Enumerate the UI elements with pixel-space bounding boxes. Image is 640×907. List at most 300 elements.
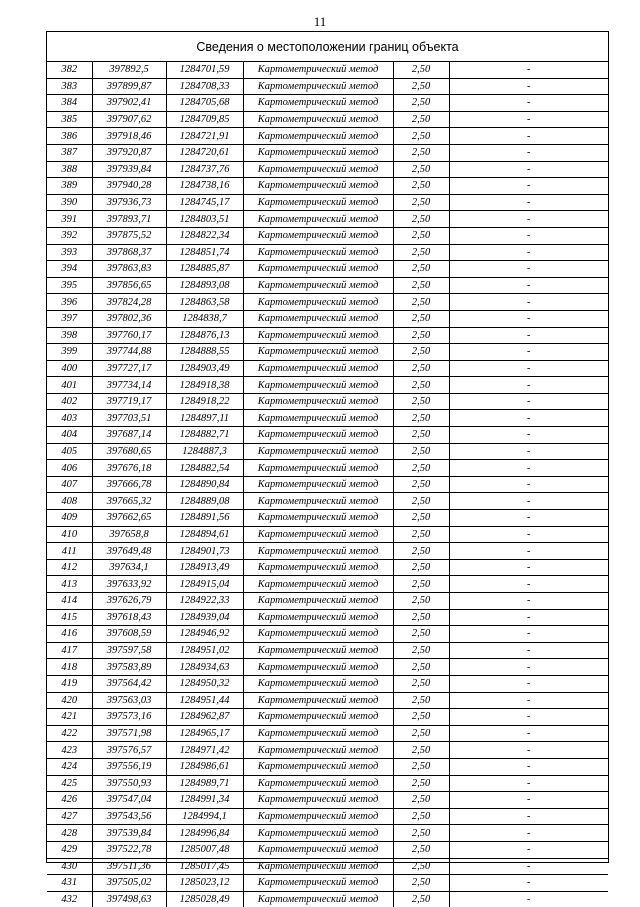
point-number-cell: 410 <box>47 526 92 543</box>
table-row <box>47 808 608 825</box>
point-number-cell: 428 <box>47 825 92 842</box>
method-cell: Картометрический метод <box>243 161 393 178</box>
y-coordinate-cell: 1284971,42 <box>166 742 243 759</box>
y-coordinate-cell: 1284986,61 <box>166 758 243 775</box>
y-coordinate-cell: 1284851,74 <box>166 244 243 261</box>
description-cell: - <box>449 609 608 626</box>
point-number-cell: 409 <box>47 510 92 527</box>
method-cell: Картометрический метод <box>243 725 393 742</box>
point-number-cell: 402 <box>47 393 92 410</box>
y-coordinate-cell: 1284922,33 <box>166 593 243 610</box>
accuracy-cell: 2,50 <box>393 775 449 792</box>
x-coordinate-cell: 397893,71 <box>92 211 166 228</box>
accuracy-cell: 2,50 <box>393 510 449 527</box>
accuracy-cell: 2,50 <box>393 858 449 875</box>
accuracy-cell: 2,50 <box>393 758 449 775</box>
table-row <box>47 95 608 112</box>
accuracy-cell: 2,50 <box>393 161 449 178</box>
y-coordinate-cell: 1284738,16 <box>166 178 243 195</box>
table-row <box>47 692 608 709</box>
point-number-cell: 390 <box>47 194 92 211</box>
accuracy-cell: 2,50 <box>393 227 449 244</box>
accuracy-cell: 2,50 <box>393 609 449 626</box>
point-number-cell: 427 <box>47 808 92 825</box>
y-coordinate-cell: 1284889,08 <box>166 493 243 510</box>
table-row <box>47 659 608 676</box>
table-row <box>47 310 608 327</box>
boundary-table-sheet <box>46 31 609 905</box>
description-cell: - <box>449 78 608 95</box>
description-cell: - <box>449 543 608 560</box>
description-cell: - <box>449 692 608 709</box>
description-cell: - <box>449 427 608 444</box>
accuracy-cell: 2,50 <box>393 443 449 460</box>
point-number-cell: 430 <box>47 858 92 875</box>
description-cell: - <box>449 858 608 875</box>
accuracy-cell: 2,50 <box>393 244 449 261</box>
method-cell: Картометрический метод <box>243 344 393 361</box>
point-number-cell: 429 <box>47 841 92 858</box>
x-coordinate-cell: 397649,48 <box>92 543 166 560</box>
description-cell: - <box>449 178 608 195</box>
y-coordinate-cell: 1284888,55 <box>166 344 243 361</box>
description-cell: - <box>449 310 608 327</box>
x-coordinate-cell: 397856,65 <box>92 277 166 294</box>
description-cell: - <box>449 476 608 493</box>
accuracy-cell: 2,50 <box>393 128 449 145</box>
table-row <box>47 144 608 161</box>
accuracy-cell: 2,50 <box>393 344 449 361</box>
table-row <box>47 858 608 875</box>
description-cell: - <box>449 161 608 178</box>
method-cell: Картометрический метод <box>243 742 393 759</box>
accuracy-cell: 2,50 <box>393 792 449 809</box>
table-row <box>47 410 608 427</box>
x-coordinate-cell: 397539,84 <box>92 825 166 842</box>
x-coordinate-cell: 397902,41 <box>92 95 166 112</box>
x-coordinate-cell: 397543,56 <box>92 808 166 825</box>
table-row <box>47 460 608 477</box>
y-coordinate-cell: 1284705,68 <box>166 95 243 112</box>
description-cell: - <box>449 244 608 261</box>
description-cell: - <box>449 377 608 394</box>
accuracy-cell: 2,50 <box>393 742 449 759</box>
table-row <box>47 626 608 643</box>
description-cell: - <box>449 659 608 676</box>
method-cell: Картометрический метод <box>243 443 393 460</box>
description-cell: - <box>449 526 608 543</box>
point-number-cell: 391 <box>47 211 92 228</box>
method-cell: Картометрический метод <box>243 111 393 128</box>
accuracy-cell: 2,50 <box>393 825 449 842</box>
method-cell: Картометрический метод <box>243 510 393 527</box>
accuracy-cell: 2,50 <box>393 493 449 510</box>
description-cell: - <box>449 360 608 377</box>
x-coordinate-cell: 397634,1 <box>92 559 166 576</box>
accuracy-cell: 2,50 <box>393 841 449 858</box>
x-coordinate-cell: 397939,84 <box>92 161 166 178</box>
method-cell: Картометрический метод <box>243 476 393 493</box>
point-number-cell: 418 <box>47 659 92 676</box>
accuracy-cell: 2,50 <box>393 178 449 195</box>
table-row <box>47 78 608 95</box>
point-number-cell: 404 <box>47 427 92 444</box>
point-number-cell: 405 <box>47 443 92 460</box>
table-row <box>47 277 608 294</box>
point-number-cell: 423 <box>47 742 92 759</box>
point-number-cell: 413 <box>47 576 92 593</box>
table-row <box>47 576 608 593</box>
point-number-cell: 419 <box>47 675 92 692</box>
description-cell: - <box>449 194 608 211</box>
y-coordinate-cell: 1284901,73 <box>166 543 243 560</box>
x-coordinate-cell: 397626,79 <box>92 593 166 610</box>
description-cell: - <box>449 825 608 842</box>
description-cell: - <box>449 642 608 659</box>
point-number-cell: 417 <box>47 642 92 659</box>
coordinates-table <box>47 62 608 907</box>
description-cell: - <box>449 808 608 825</box>
point-number-cell: 394 <box>47 261 92 278</box>
x-coordinate-cell: 397658,8 <box>92 526 166 543</box>
accuracy-cell: 2,50 <box>393 593 449 610</box>
table-row <box>47 294 608 311</box>
point-number-cell: 432 <box>47 891 92 907</box>
y-coordinate-cell: 1284996,84 <box>166 825 243 842</box>
x-coordinate-cell: 397511,36 <box>92 858 166 875</box>
accuracy-cell: 2,50 <box>393 725 449 742</box>
table-row <box>47 261 608 278</box>
description-cell: - <box>449 144 608 161</box>
accuracy-cell: 2,50 <box>393 410 449 427</box>
method-cell: Картометрический метод <box>243 410 393 427</box>
x-coordinate-cell: 397863,83 <box>92 261 166 278</box>
method-cell: Картометрический метод <box>243 808 393 825</box>
accuracy-cell: 2,50 <box>393 543 449 560</box>
y-coordinate-cell: 1284989,71 <box>166 775 243 792</box>
y-coordinate-cell: 1284737,76 <box>166 161 243 178</box>
y-coordinate-cell: 1284918,38 <box>166 377 243 394</box>
y-coordinate-cell: 1285028,49 <box>166 891 243 907</box>
x-coordinate-cell: 397875,52 <box>92 227 166 244</box>
x-coordinate-cell: 397522,78 <box>92 841 166 858</box>
description-cell: - <box>449 510 608 527</box>
table-row <box>47 742 608 759</box>
accuracy-cell: 2,50 <box>393 261 449 278</box>
method-cell: Картометрический метод <box>243 294 393 311</box>
method-cell: Картометрический метод <box>243 128 393 145</box>
table-row <box>47 559 608 576</box>
description-cell: - <box>449 725 608 742</box>
point-number-cell: 386 <box>47 128 92 145</box>
description-cell: - <box>449 344 608 361</box>
accuracy-cell: 2,50 <box>393 211 449 228</box>
y-coordinate-cell: 1284962,87 <box>166 709 243 726</box>
x-coordinate-cell: 397563,03 <box>92 692 166 709</box>
method-cell: Картометрический метод <box>243 393 393 410</box>
table-row <box>47 244 608 261</box>
y-coordinate-cell: 1284951,02 <box>166 642 243 659</box>
method-cell: Картометрический метод <box>243 227 393 244</box>
method-cell: Картометрический метод <box>243 642 393 659</box>
x-coordinate-cell: 397907,62 <box>92 111 166 128</box>
table-row <box>47 709 608 726</box>
description-cell: - <box>449 559 608 576</box>
accuracy-cell: 2,50 <box>393 294 449 311</box>
table-row <box>47 792 608 809</box>
y-coordinate-cell: 1284882,71 <box>166 427 243 444</box>
x-coordinate-cell: 397597,58 <box>92 642 166 659</box>
method-cell: Картометрический метод <box>243 244 393 261</box>
method-cell: Картометрический метод <box>243 559 393 576</box>
method-cell: Картометрический метод <box>243 327 393 344</box>
accuracy-cell: 2,50 <box>393 460 449 477</box>
description-cell: - <box>449 128 608 145</box>
y-coordinate-cell: 1284903,49 <box>166 360 243 377</box>
y-coordinate-cell: 1284720,61 <box>166 144 243 161</box>
table-row <box>47 775 608 792</box>
accuracy-cell: 2,50 <box>393 427 449 444</box>
table-row <box>47 526 608 543</box>
accuracy-cell: 2,50 <box>393 808 449 825</box>
accuracy-cell: 2,50 <box>393 327 449 344</box>
method-cell: Картометрический метод <box>243 659 393 676</box>
x-coordinate-cell: 397505,02 <box>92 875 166 892</box>
y-coordinate-cell: 1284891,56 <box>166 510 243 527</box>
x-coordinate-cell: 397666,78 <box>92 476 166 493</box>
table-row <box>47 593 608 610</box>
accuracy-cell: 2,50 <box>393 576 449 593</box>
y-coordinate-cell: 1284939,04 <box>166 609 243 626</box>
method-cell: Картометрический метод <box>243 194 393 211</box>
accuracy-cell: 2,50 <box>393 78 449 95</box>
point-number-cell: 400 <box>47 360 92 377</box>
x-coordinate-cell: 397868,37 <box>92 244 166 261</box>
point-number-cell: 382 <box>47 62 92 78</box>
table-row <box>47 875 608 892</box>
y-coordinate-cell: 1284994,1 <box>166 808 243 825</box>
x-coordinate-cell: 397633,92 <box>92 576 166 593</box>
point-number-cell: 420 <box>47 692 92 709</box>
coordinates-table-body <box>47 62 608 907</box>
point-number-cell: 425 <box>47 775 92 792</box>
description-cell: - <box>449 792 608 809</box>
table-row <box>47 476 608 493</box>
point-number-cell: 401 <box>47 377 92 394</box>
point-number-cell: 387 <box>47 144 92 161</box>
accuracy-cell: 2,50 <box>393 659 449 676</box>
y-coordinate-cell: 1284894,61 <box>166 526 243 543</box>
description-cell: - <box>449 460 608 477</box>
x-coordinate-cell: 397680,65 <box>92 443 166 460</box>
method-cell: Картометрический метод <box>243 675 393 692</box>
accuracy-cell: 2,50 <box>393 526 449 543</box>
description-cell: - <box>449 841 608 858</box>
point-number-cell: 416 <box>47 626 92 643</box>
method-cell: Картометрический метод <box>243 144 393 161</box>
description-cell: - <box>449 443 608 460</box>
point-number-cell: 397 <box>47 310 92 327</box>
method-cell: Картометрический метод <box>243 593 393 610</box>
point-number-cell: 388 <box>47 161 92 178</box>
y-coordinate-cell: 1284863,58 <box>166 294 243 311</box>
y-coordinate-cell: 1284918,22 <box>166 393 243 410</box>
x-coordinate-cell: 397727,17 <box>92 360 166 377</box>
y-coordinate-cell: 1284885,87 <box>166 261 243 278</box>
table-row <box>47 609 608 626</box>
x-coordinate-cell: 397662,65 <box>92 510 166 527</box>
method-cell: Картометрический метод <box>243 576 393 593</box>
section-title: Сведения о местоположении границ объекта <box>47 32 608 62</box>
y-coordinate-cell: 1284946,92 <box>166 626 243 643</box>
description-cell: - <box>449 576 608 593</box>
x-coordinate-cell: 397734,14 <box>92 377 166 394</box>
description-cell: - <box>449 227 608 244</box>
point-number-cell: 403 <box>47 410 92 427</box>
x-coordinate-cell: 397571,98 <box>92 725 166 742</box>
point-number-cell: 406 <box>47 460 92 477</box>
table-row <box>47 642 608 659</box>
y-coordinate-cell: 1284838,7 <box>166 310 243 327</box>
point-number-cell: 414 <box>47 593 92 610</box>
y-coordinate-cell: 1284882,54 <box>166 460 243 477</box>
y-coordinate-cell: 1284876,13 <box>166 327 243 344</box>
description-cell: - <box>449 62 608 78</box>
description-cell: - <box>449 261 608 278</box>
y-coordinate-cell: 1284951,44 <box>166 692 243 709</box>
point-number-cell: 421 <box>47 709 92 726</box>
table-row <box>47 675 608 692</box>
point-number-cell: 411 <box>47 543 92 560</box>
y-coordinate-cell: 1284897,11 <box>166 410 243 427</box>
accuracy-cell: 2,50 <box>393 377 449 394</box>
table-row <box>47 211 608 228</box>
point-number-cell: 385 <box>47 111 92 128</box>
y-coordinate-cell: 1284950,32 <box>166 675 243 692</box>
point-number-cell: 395 <box>47 277 92 294</box>
point-number-cell: 407 <box>47 476 92 493</box>
description-cell: - <box>449 393 608 410</box>
method-cell: Картометрический метод <box>243 261 393 278</box>
accuracy-cell: 2,50 <box>393 194 449 211</box>
x-coordinate-cell: 397760,17 <box>92 327 166 344</box>
y-coordinate-cell: 1284934,63 <box>166 659 243 676</box>
table-row <box>47 493 608 510</box>
y-coordinate-cell: 1284721,91 <box>166 128 243 145</box>
y-coordinate-cell: 1284708,33 <box>166 78 243 95</box>
table-row <box>47 344 608 361</box>
point-number-cell: 396 <box>47 294 92 311</box>
x-coordinate-cell: 397920,87 <box>92 144 166 161</box>
table-row <box>47 725 608 742</box>
accuracy-cell: 2,50 <box>393 559 449 576</box>
method-cell: Картометрический метод <box>243 526 393 543</box>
description-cell: - <box>449 327 608 344</box>
method-cell: Картометрический метод <box>243 858 393 875</box>
description-cell: - <box>449 626 608 643</box>
method-cell: Картометрический метод <box>243 709 393 726</box>
accuracy-cell: 2,50 <box>393 62 449 78</box>
table-row <box>47 841 608 858</box>
y-coordinate-cell: 1284893,08 <box>166 277 243 294</box>
table-row <box>47 128 608 145</box>
accuracy-cell: 2,50 <box>393 891 449 907</box>
table-row <box>47 194 608 211</box>
method-cell: Картометрический метод <box>243 427 393 444</box>
x-coordinate-cell: 397744,88 <box>92 344 166 361</box>
x-coordinate-cell: 397719,17 <box>92 393 166 410</box>
point-number-cell: 408 <box>47 493 92 510</box>
method-cell: Картометрический метод <box>243 310 393 327</box>
point-number-cell: 424 <box>47 758 92 775</box>
table-row <box>47 427 608 444</box>
description-cell: - <box>449 875 608 892</box>
point-number-cell: 426 <box>47 792 92 809</box>
x-coordinate-cell: 397824,28 <box>92 294 166 311</box>
description-cell: - <box>449 742 608 759</box>
accuracy-cell: 2,50 <box>393 476 449 493</box>
x-coordinate-cell: 397564,42 <box>92 675 166 692</box>
table-row <box>47 393 608 410</box>
y-coordinate-cell: 1284890,84 <box>166 476 243 493</box>
point-number-cell: 392 <box>47 227 92 244</box>
description-cell: - <box>449 277 608 294</box>
method-cell: Картометрический метод <box>243 377 393 394</box>
x-coordinate-cell: 397618,43 <box>92 609 166 626</box>
x-coordinate-cell: 397899,87 <box>92 78 166 95</box>
accuracy-cell: 2,50 <box>393 111 449 128</box>
y-coordinate-cell: 1284915,04 <box>166 576 243 593</box>
accuracy-cell: 2,50 <box>393 875 449 892</box>
y-coordinate-cell: 1285007,48 <box>166 841 243 858</box>
point-number-cell: 383 <box>47 78 92 95</box>
x-coordinate-cell: 397498,63 <box>92 891 166 907</box>
method-cell: Картометрический метод <box>243 543 393 560</box>
x-coordinate-cell: 397556,19 <box>92 758 166 775</box>
description-cell: - <box>449 95 608 112</box>
method-cell: Картометрический метод <box>243 95 393 112</box>
accuracy-cell: 2,50 <box>393 144 449 161</box>
x-coordinate-cell: 397583,89 <box>92 659 166 676</box>
method-cell: Картометрический метод <box>243 78 393 95</box>
description-cell: - <box>449 294 608 311</box>
accuracy-cell: 2,50 <box>393 95 449 112</box>
y-coordinate-cell: 1284822,34 <box>166 227 243 244</box>
description-cell: - <box>449 493 608 510</box>
x-coordinate-cell: 397940,28 <box>92 178 166 195</box>
accuracy-cell: 2,50 <box>393 277 449 294</box>
y-coordinate-cell: 1284803,51 <box>166 211 243 228</box>
table-row <box>47 360 608 377</box>
method-cell: Картометрический метод <box>243 277 393 294</box>
method-cell: Картометрический метод <box>243 758 393 775</box>
description-cell: - <box>449 758 608 775</box>
y-coordinate-cell: 1284701,59 <box>166 62 243 78</box>
table-row <box>47 178 608 195</box>
page-number: 11 <box>313 14 327 29</box>
method-cell: Картометрический метод <box>243 609 393 626</box>
method-cell: Картометрический метод <box>243 211 393 228</box>
method-cell: Картометрический метод <box>243 626 393 643</box>
description-cell: - <box>449 675 608 692</box>
x-coordinate-cell: 397703,51 <box>92 410 166 427</box>
table-row <box>47 543 608 560</box>
method-cell: Картометрический метод <box>243 875 393 892</box>
description-cell: - <box>449 775 608 792</box>
table-row <box>47 510 608 527</box>
y-coordinate-cell: 1285023,12 <box>166 875 243 892</box>
method-cell: Картометрический метод <box>243 891 393 907</box>
